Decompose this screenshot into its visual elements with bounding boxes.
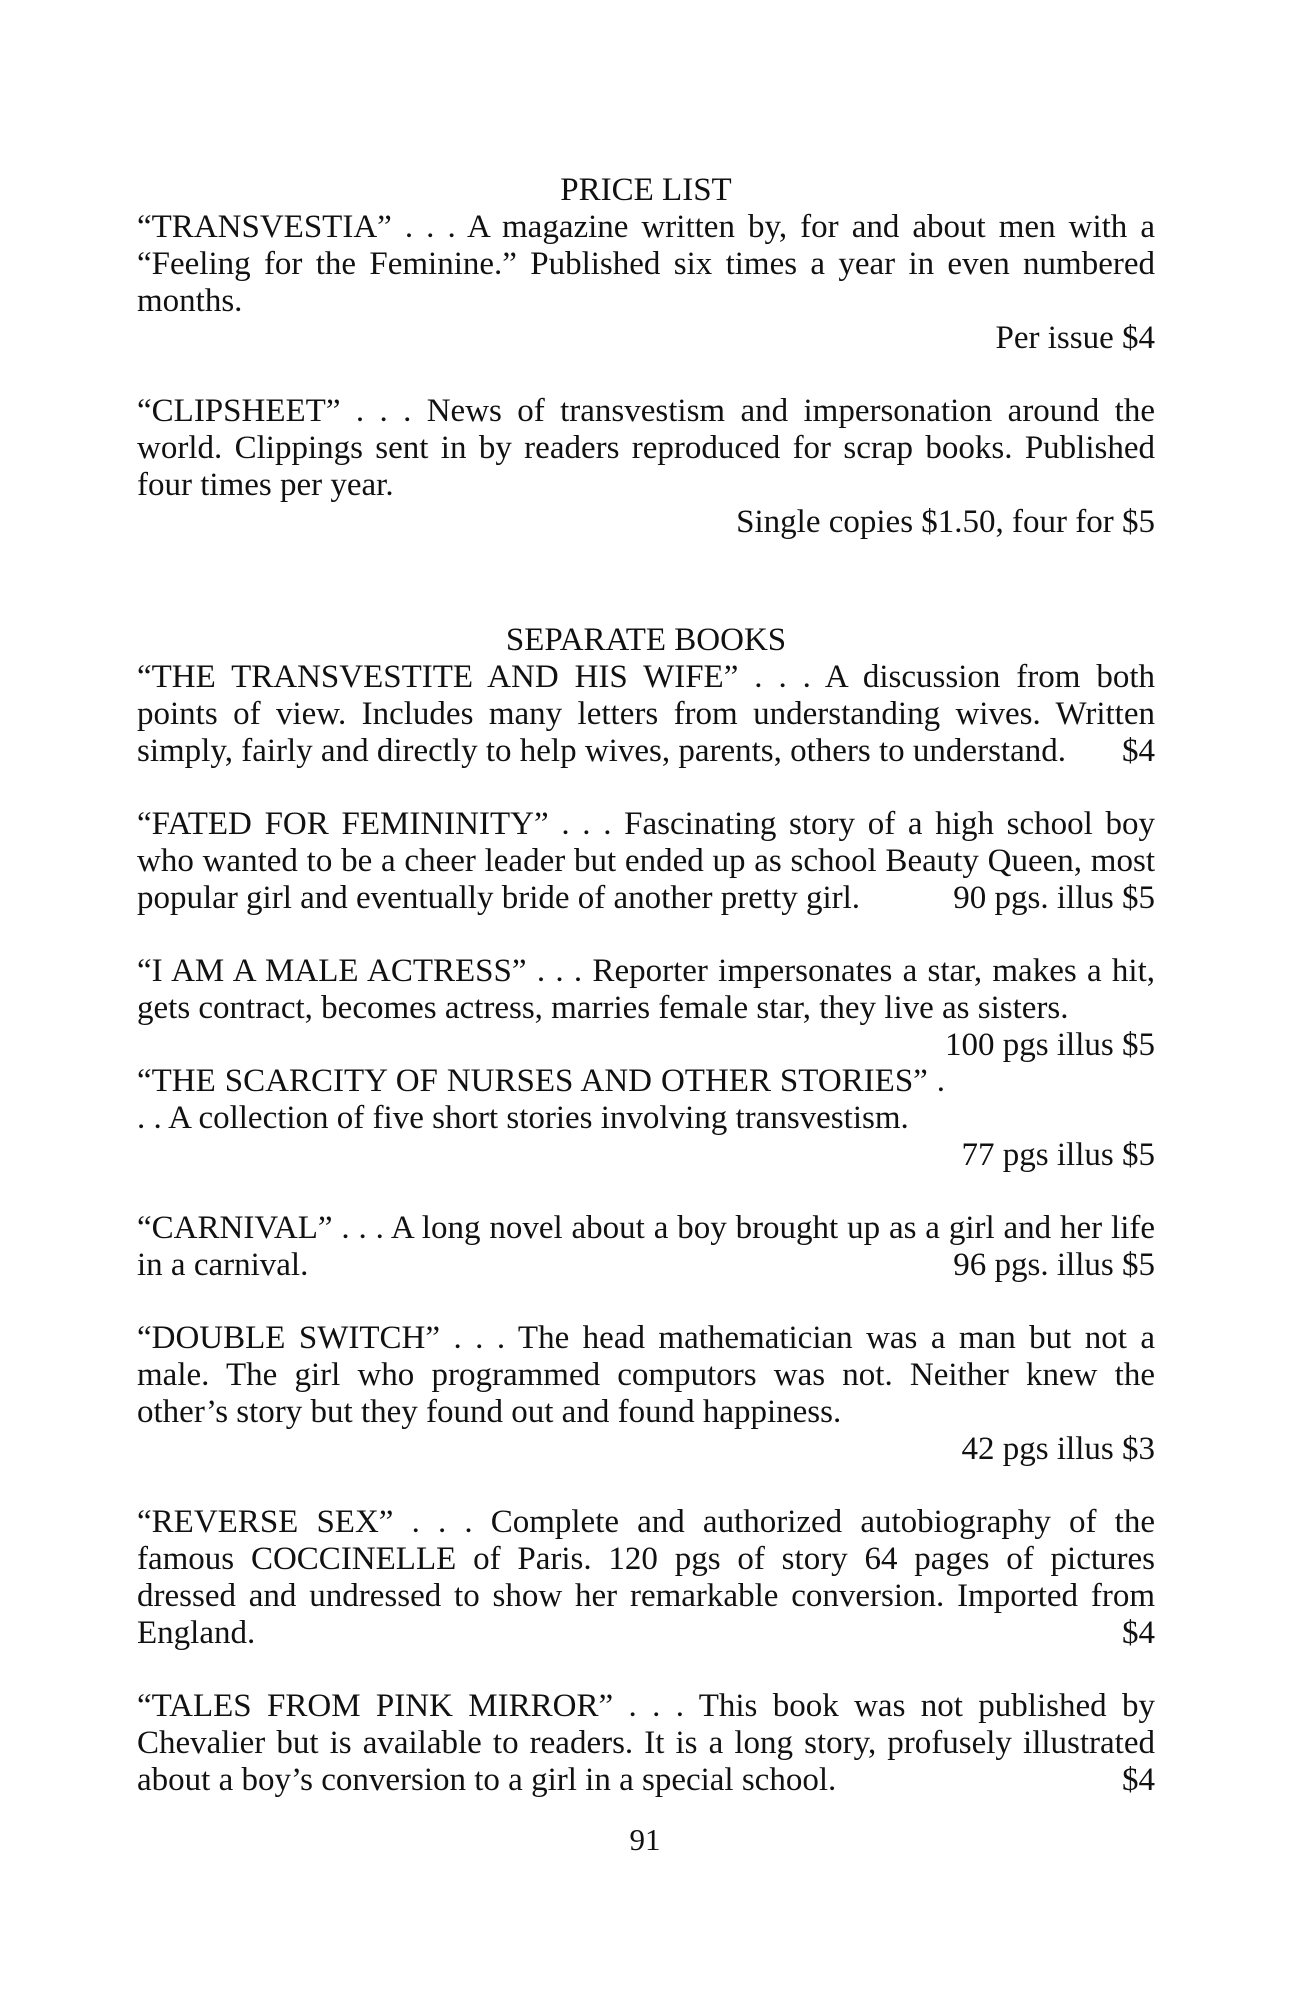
entry-title: “CLIPSHEET”	[137, 393, 341, 429]
entry-text: . . . A magazine written by, for and about men with a “Feeling for the Feminine.” Published six times a year in even numbered months.	[137, 209, 1155, 319]
entry-text: . . . The head mathematician was a man but not a male. The girl who programmed computors was not. Neither knew the other’s story but they found out and found happiness.	[137, 1320, 1156, 1430]
entry-description	[137, 806, 1155, 917]
book-entry	[137, 1063, 1155, 1174]
entry-title: “DOUBLE SWITCH”	[137, 1320, 441, 1356]
entry-text: . . . A discussion from both points of view. Includes many letters from understanding wives. Written simply, fairly and directly to help wives, parents, others to understand.	[137, 659, 1155, 769]
entry-price: 96 pgs. illus $5	[953, 1247, 1155, 1283]
entry-title: “THE SCARCITY OF NURSES AND OTHER STORIES”	[137, 1063, 928, 1099]
price-list-heading: PRICE LIST	[560, 172, 732, 208]
entry-price: $4	[1122, 1615, 1155, 1651]
entry-text: . . . This book was not published by Chevalier but is available to readers. It is a long story, profusely illustrated about a boy’s conversion to a girl in a special school.	[137, 1688, 1155, 1798]
book-entry	[137, 806, 1155, 917]
price-list-entry	[137, 209, 1155, 357]
entry-description	[137, 1210, 1155, 1284]
entry-price: $4	[1122, 733, 1155, 769]
book-entry	[137, 1320, 1155, 1468]
entry-price: 90 pgs. illus $5	[953, 880, 1155, 916]
book-entry	[137, 1210, 1155, 1284]
entry-title: “CARNIVAL”	[137, 1210, 333, 1246]
price-list-entry	[137, 393, 1155, 541]
content-column	[137, 172, 1155, 1835]
entry-price: Single copies $1.50, four for $5	[736, 504, 1155, 540]
entry-description	[137, 953, 1155, 1063]
page-number: 91	[629, 1822, 661, 1857]
entry-price: 42 pgs illus $3	[961, 1431, 1155, 1467]
book-entry	[137, 1504, 1155, 1652]
entry-price: 77 pgs illus $5	[961, 1137, 1155, 1173]
entry-price: $4	[1122, 1762, 1155, 1798]
separate-books-heading: SEPARATE BOOKS	[505, 622, 787, 658]
entry-description	[137, 1688, 1155, 1799]
entry-description	[137, 209, 1155, 320]
entry-description	[137, 1504, 1155, 1652]
entry-price: Per issue $4	[995, 320, 1155, 356]
book-entry	[137, 1688, 1155, 1799]
entry-description	[137, 1063, 1155, 1137]
entry-title: “TALES FROM PINK MIRROR”	[137, 1688, 614, 1724]
entry-text: . . . Complete and authorized autobiography of the famous COCCINELLE of Paris. 120 pgs of story 64 pages of pictures dressed and undressed to show her remarkable conversion. Imported from England.	[137, 1504, 1155, 1651]
entry-text: . . . News of transvestism and impersonation around the world. Clippings sent in by readers reproduced for scrap books. Published four times per year.	[137, 393, 1155, 503]
entry-description	[137, 393, 1155, 504]
entry-text: . . . A long novel about a boy brought up as a girl and her life in a carnival.	[137, 1210, 1155, 1283]
book-entry	[137, 659, 1155, 770]
entry-price: 100 pgs illus $5	[945, 1027, 1155, 1063]
entry-title: “REVERSE SEX”	[137, 1504, 394, 1540]
entry-description	[137, 1320, 1155, 1431]
entry-text: . . . Reporter impersonates a star, makes a hit, gets contract, becomes actress, marries female star, they live as sisters.	[137, 953, 1155, 1026]
entry-title: “I AM A MALE ACTRESS”	[137, 953, 527, 989]
book-entry	[137, 953, 1155, 1063]
entry-text: . . . A collection of five short stories involving transvestism.	[137, 1063, 946, 1136]
entry-description	[137, 659, 1155, 770]
entry-title: “TRANSVESTIA”	[137, 209, 392, 245]
entry-title: “THE TRANSVESTITE AND HIS WIFE”	[137, 659, 739, 695]
entry-text: . . . Fascinating story of a high school boy who wanted to be a cheer leader but ended up as school Beauty Queen, most popular girl and eventually bride of another pretty girl.	[137, 806, 1156, 916]
entry-title: “FATED FOR FEMININITY”	[137, 806, 549, 842]
